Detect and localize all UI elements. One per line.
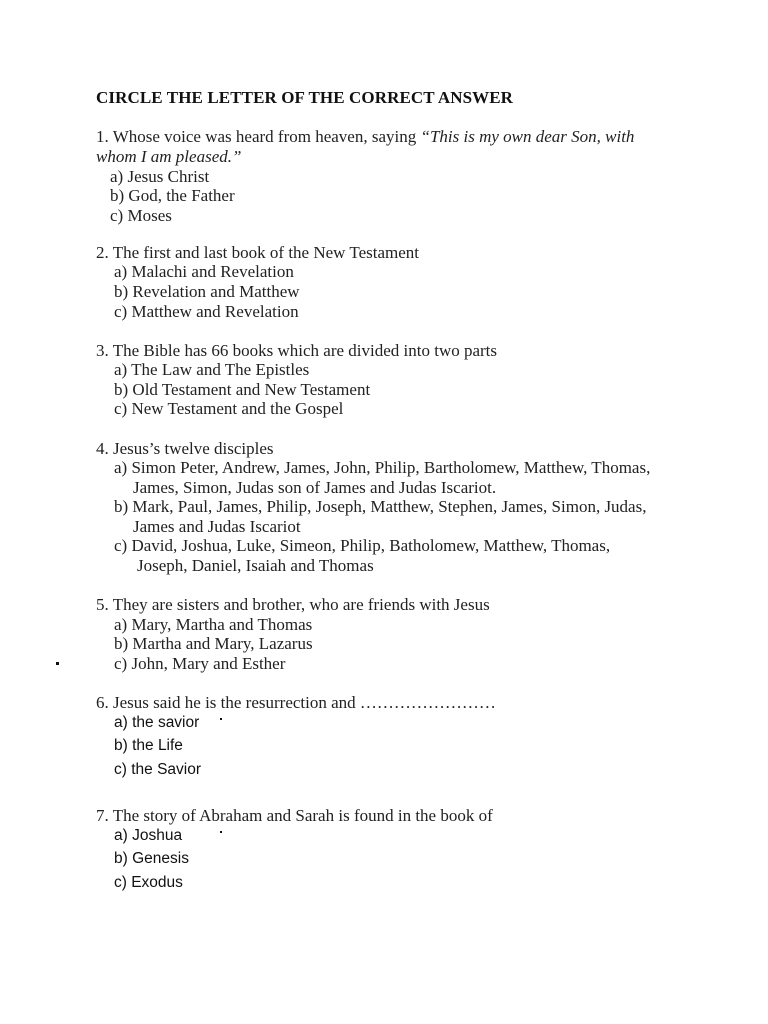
question-1 [96, 127, 634, 147]
question-1-option-b[interactable]: b) God, the Father [110, 186, 235, 205]
question-6-option-b[interactable]: b) the Life [114, 737, 183, 754]
question-4: 4. Jesus’s twelve disciples [96, 439, 274, 458]
question-3-option-b[interactable]: b) Old Testament and New Testament [114, 380, 371, 399]
question-6-option-a[interactable]: a) the savior [114, 714, 200, 731]
question-2: 2. The first and last book of the New Testament [96, 243, 419, 262]
question-1-option-a[interactable]: a) Jesus Christ [110, 167, 210, 186]
question-4-option-a-continued: James, Simon, Judas son of James and Judas Iscariot. [133, 478, 497, 497]
question-6-option-c[interactable]: c) the Savior [114, 761, 202, 778]
question-3-option-a[interactable]: a) The Law and The Epistles [114, 360, 310, 379]
question-5-option-c[interactable]: c) John, Mary and Esther [114, 654, 286, 673]
question-1-quote-line2: whom I am pleased.” [96, 147, 242, 166]
question-4-option-b[interactable]: b) Mark, Paul, James, Philip, Joseph, Matthew, Stephen, James, Simon, Judas, [114, 497, 647, 516]
question-2-option-b[interactable]: b) Revelation and Matthew [114, 282, 300, 301]
question-5: 5. They are sisters and brother, who are friends with Jesus [96, 595, 490, 614]
question-1-option-c[interactable]: c) Moses [110, 206, 172, 225]
question-6: 6. Jesus said he is the resurrection and …………………… [96, 693, 496, 712]
stray-dot-mark [56, 662, 59, 665]
stray-dot-mark [220, 831, 222, 833]
question-4-option-b-continued: James and Judas Iscariot [133, 517, 301, 536]
question-5-option-a[interactable]: a) Mary, Martha and Thomas [114, 615, 313, 634]
question-1-quote-line1: “This is my own dear Son, with [420, 127, 635, 146]
question-7-option-b[interactable]: b) Genesis [114, 850, 189, 867]
question-1-prefix: 1. Whose voice was heard from heaven, saying [96, 127, 421, 146]
stray-dot-mark [220, 718, 222, 720]
question-3-option-c[interactable]: c) New Testament and the Gospel [114, 399, 344, 418]
question-7-option-c[interactable]: c) Exodus [114, 874, 183, 891]
question-3: 3. The Bible has 66 books which are divided into two parts [96, 341, 498, 360]
question-5-option-b[interactable]: b) Martha and Mary, Lazarus [114, 634, 313, 653]
question-7-option-a[interactable]: a) Joshua [114, 827, 183, 844]
question-4-option-a[interactable]: a) Simon Peter, Andrew, James, John, Philip, Bartholomew, Matthew, Thomas, [114, 458, 651, 477]
question-4-option-c[interactable]: c) David, Joshua, Luke, Simeon, Philip, Batholomew, Matthew, Thomas, [114, 536, 611, 555]
question-2-option-c[interactable]: c) Matthew and Revelation [114, 302, 299, 321]
worksheet-title: CIRCLE THE LETTER OF THE CORRECT ANSWER [96, 88, 514, 107]
question-4-option-c-continued: Joseph, Daniel, Isaiah and Thomas [137, 556, 374, 575]
question-2-option-a[interactable]: a) Malachi and Revelation [114, 262, 294, 281]
question-7: 7. The story of Abraham and Sarah is found in the book of [96, 806, 493, 825]
